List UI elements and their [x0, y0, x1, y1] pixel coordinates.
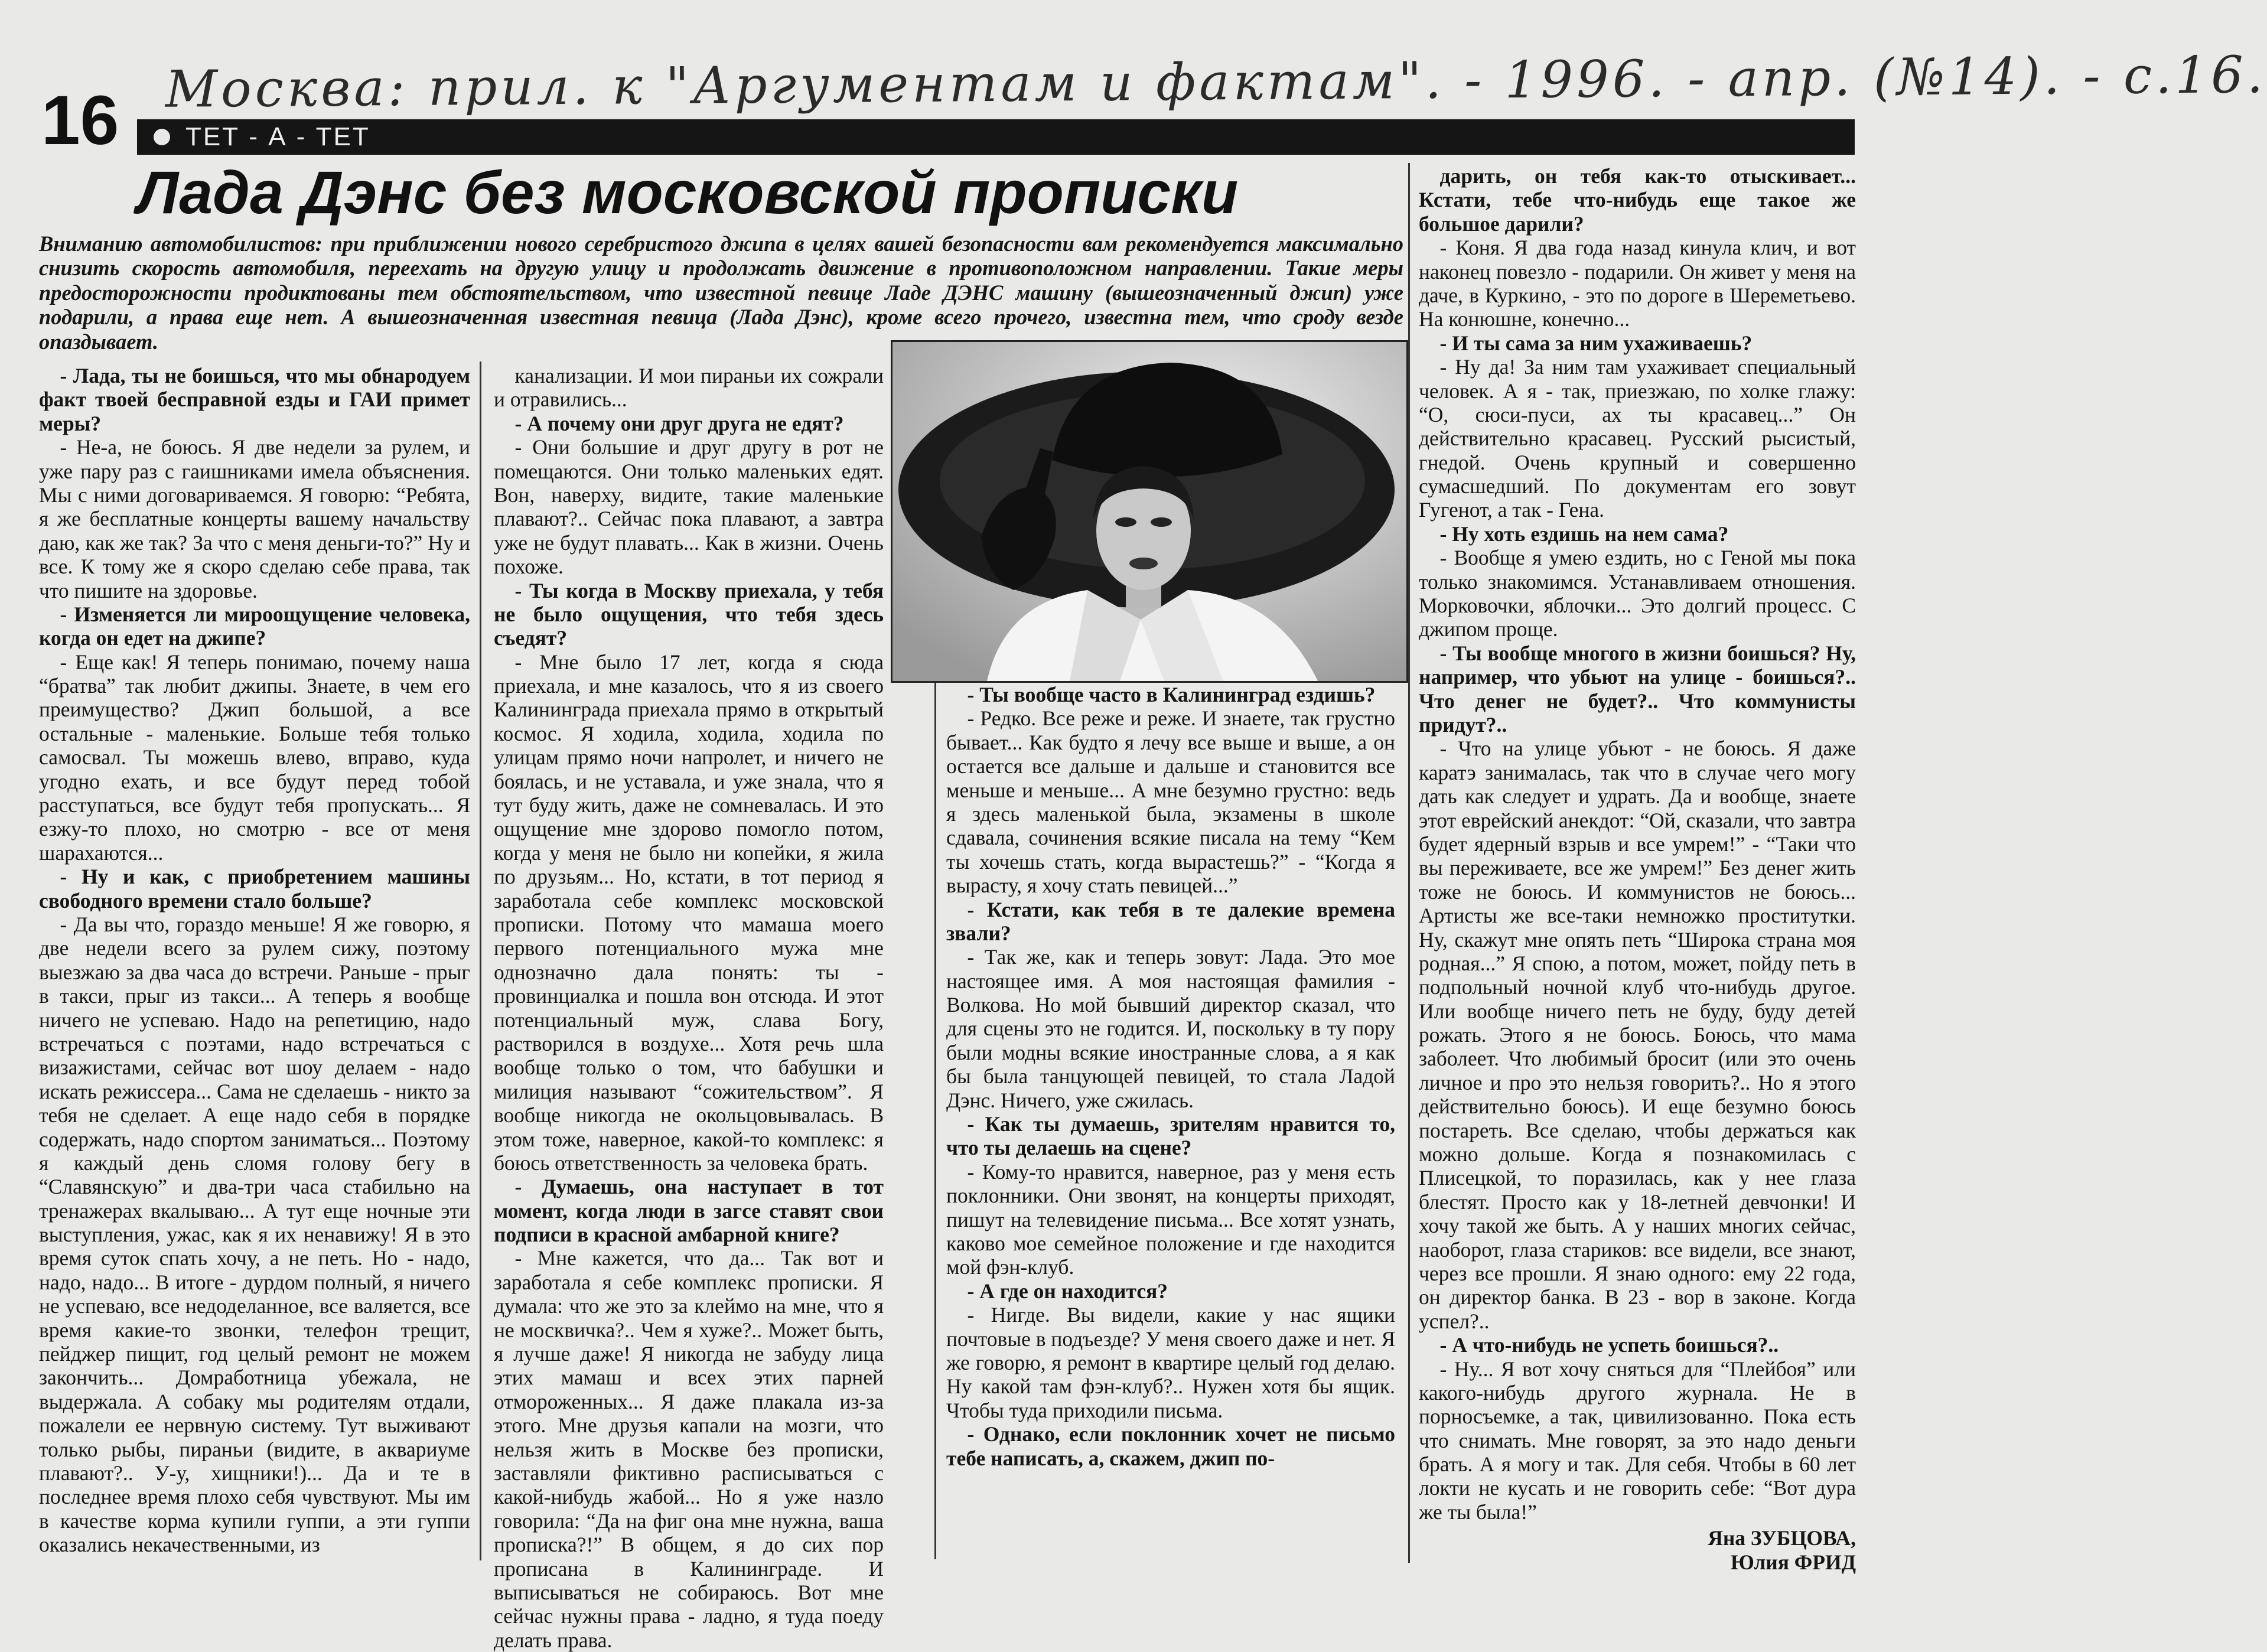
- interview-answer: - Кому-то нравится, наверное, раз у меня есть поклонники. Они звонят, на концерты приходят, пишут на телевидение письма... Все хотят узнать, каково мое семейное положение и где находится мой фэн-клуб.: [946, 1159, 1395, 1279]
- interview-question: - А что-нибудь не успеть боишься?..: [1439, 1333, 1779, 1357]
- author-name: Юлия ФРИД: [1730, 1550, 1856, 1574]
- interview-question: - А почему они друг друга не едят?: [514, 411, 844, 435]
- interview-answer: - Что на улице убьют - не боюсь. Я даже каратэ занималась, так что в случае чего могу дать как следует и удрать. Да и вообще, знаете этот еврейский анекдот: “Ой, сказали, что завтра будет ядерный взрыв и все умрем!” - “Таки что вы переживаете, все же умрем!” Без денег жить тоже не боюсь. И коммунистов не боюсь... Артисты же все-таки немножко проститутки. Ну, скажут мне опять петь “Широка страна моя родная...” Я спою, а потом, может, пойду петь в подпольный ночной клуб что-нибудь другое. Или вообще ничего петь не буду, буду детей рожать. Этого я не боюсь. Боюсь, что мама заболеет. Что любимый бросит (или это очень личное и про это нельзя говорить?.. Но я этого действительно боюсь). И еще безумно боюсь постареть. Все сделаю, чтобы держаться как можно дольше. Когда я познакомилась с Плисецкой, то поразилась, как у нее глаза блестят. Просто как у 18-летней девчонки! И хочу такой же быть. А у наших многих сейчас, наоборот, глаза стариков: все видели, все знают, через все прошли. Я знаю одного: ему 22 года, он директор банка. В 23 - вор в законе. Когда успел?..: [1419, 737, 1856, 1333]
- column-divider: [934, 679, 936, 1559]
- interview-answer: - Коня. Я два года назад кинула клич, и вот наконец повезло - подарили. Он живет у меня на даче, в Куркино, - это по дороге в Шереметьево. На конюшне, конечно...: [1419, 236, 1856, 331]
- article-column-1: [39, 364, 470, 1559]
- singer-photo: [891, 340, 1408, 683]
- interview-answer: - Они большие и друг другу в рот не помещаются. Они только маленьких едят. Вон, наверху, видите, такие маленькие плавают?.. Сейчас пока плавают, а завтра уже не будут плавать... Как в жизни. Очень похоже.: [494, 435, 884, 579]
- rubric-bar: [137, 119, 1855, 155]
- interview-answer: канализации. И мои пираньи их сожрали и отравились...: [494, 364, 884, 412]
- interview-question: - И ты сама за ним ухаживаешь?: [1439, 331, 1753, 355]
- interview-answer: - Нигде. Вы видели, какие у нас ящики почтовые в подъезде? У меня своего даже и нет. Я же говорю, я ремонт в квартире целый год делаю. Ну какой там фэн-клуб?.. Нужен хотя бы ящик. Чтобы туда приходили письма.: [946, 1303, 1395, 1422]
- interview-answer: - Мне было 17 лет, когда я сюда приехала, и мне казалось, что я из своего Калининграда приехала прямо в открытый космос. Я ходила, ходила, ходила по улицам прямо ночи напролет, и ничего не боялась, и не уставала, и уже знала, что я тут буду жить, даже не сомневалась. И это ощущение мне здорово помогло потом, когда у меня не было ни копейки, я жила по друзьям... Но, кстати, в тот период я заработала себе комплекс московской прописки. Потому что мамаша моего первого потенциального мужа мне однозначно дала понять: ты - провинциалка и пошла вон отсюда. И этот потенциальный муж, слава Богу, растворился в воздухе... Хотя речь шла вообще только о том, что бабушки и милиция называют “сожительством”. Я вообще никогда не окольцовывалась. В этом тоже, наверное, какой-то комплекс: я боюсь ответственность за человека брать.: [494, 650, 884, 1175]
- bullet-icon: [154, 129, 170, 145]
- interview-answer: - Ну... Я вот хочу сняться для “Плейбоя” или какого-нибудь другого журнала. Не в порносъемке, а так, цивилизованно. Пока есть что снимать. Мне говорят, за это надо деньги брать. А я могу и так. Для себя. Чтобы в 60 лет локти не кусать и не говорить себе: “Вот дура же ты была!”: [1419, 1357, 1856, 1524]
- interview-answer: - Не-а, не боюсь. Я две недели за рулем, и уже пару раз с гаишниками имела объяснения. Мы с ними договариваемся. Я говорю: “Ребята, я же бесплатные концерты вашему начальству даю, как же так? За что с меня деньги-то?” Ну и все. К тому же я скоро сделаю себе права, так что пишите на здоровье.: [39, 435, 470, 602]
- article-column-2: [494, 364, 884, 1652]
- interview-answer: - Да вы что, гораздо меньше! Я же говорю, я две недели всего за рулем сижу, поэтому выезжаю за два часа до встречи. Раньше - прыг в такси, прыг из такси... А теперь я вообще ничего не успеваю. Надо на репетицию, надо встречаться с поэтами, надо встречаться с визажистами, сейчас вот шоу делаем - надо искать режиссера... Сама не сделаешь - никто за тебя не сделает. А еще надо себя в порядке содержать, надо спортом заниматься... Поэтому я каждый день сломя голову бегу в “Славянскую” и два-три часа стабильно на тренажерах вкалываю... А тут еще ночные эти выступления, ужас, как я их ненавижу! Я в это время суток спать хочу, а не петь. Но - надо, надо, надо... В итоге - дурдом полный, я ничего не успеваю, все недоделанное, все валяется, все время какие-то звонки, телефон трещит, пейджер пищит, год целый ремонт не можем закончить... Домработница убежала, не выдержала. А собаку мы родителям отдали, пожалели ее нервную систему. Тут выживают только рыбы, пираньи (видите, в аквариуме плавают?.. У-у, хищники!)... Да и те в последнее время плохо себя чувствуют. Мы им в качестве корма купили гуппи, а эти гуппи оказались некачественными, из: [39, 912, 470, 1557]
- interview-question: - Как ты думаешь, зрителям нравится то, что ты делаешь на сцене?: [946, 1112, 1395, 1160]
- handwritten-source-note: Москва: прил. к "Аргументам и фактам". - 1996. - апр. (№14). - с.16.: [165, 45, 2267, 119]
- interview-answer: - Редко. Все реже и реже. И знаете, так грустно бывает... Как будто я лечу все выше и выше, а он остается все дальше и дальше и становится все меньше и меньше... А мне безумно грустно: ведь я здесь маленькой была, экзамены в школе сдавала, сочинения всякие писала на тему “Кем ты хочешь стать, когда вырастешь?” - “Когда я вырасту, я хочу стать певицей...”: [946, 706, 1395, 898]
- interview-question: - Думаешь, она наступает в тот момент, когда люди в загсе ставят свои подписи в красной амбарной книге?: [494, 1175, 884, 1247]
- interview-question: - Лада, ты не боишься, что мы обнародуем факт твоей бесправной езды и ГАИ примет меры?: [39, 364, 470, 435]
- interview-answer: - Еще как! Я теперь понимаю, почему наша “братва” так любит джипы. Знаете, в чем его преимущество? Джип большой, а все остальные - маленькие. Больше тебя только самосвал. Ты можешь влево, вправо, куда угодно ехать, и все будут перед тобой расступаться, все будут тебя пропускать... Я езжу-то плохо, но смотрю - все от меня шарахаются...: [39, 650, 470, 865]
- article-lead: Вниманию автомобилистов: при приближении нового серебристого джипа в целях вашей безопасности вам рекомендуется максимально снизить скорость автомобиля, переехать на другую улицу и продолжать движение в противоположном направлении. Такие меры предосторожности продиктованы тем обстоятельством, что известной певице Ладе ДЭНС машину (вышеозначенный джип) уже подарили, а права еще нет. А вышеозначенная известная певица (Лада Дэнс), кроме всего прочего, известна тем, что сроду везде опаздывает.: [39, 232, 1403, 354]
- interview-question: - А где он находится?: [967, 1279, 1168, 1303]
- article-column-3: [946, 683, 1395, 1559]
- article-headline: Лада Дэнс без московской прописки: [137, 159, 1239, 226]
- interview-question: - Ты когда в Москву приехала, у тебя не было ощущения, что тебя здесь съедят?: [494, 578, 884, 650]
- interview-answer: - Мне кажется, что да... Так вот и заработала я себе комплекс прописки. Я думала: что же это за клеймо на мне, что я не москвичка?.. Чем я хуже?.. Может быть, я лучше даже! Я никогда не забуду лица этих мамаш и всех этих парней отмороженных... Я даже плакала из-за этого. Мне друзья капали на мозги, что нельзя жить в Москве без прописки, заставляли фиктивно расписываться с какой-нибудь жабой... Но я уже назло говорила: “Да на фиг она мне нужна, ваша прописка?!” В общем, я до сих пор прописана в Калининграде. И выписываться не собираюсь. Вот мне сейчас нужны права - ладно, я туда поеду делать права.: [494, 1246, 884, 1652]
- page-number: 16: [41, 82, 119, 159]
- article-column-4: [1419, 164, 1856, 1574]
- interview-answer: - Так же, как и теперь зовут: Лада. Это мое настоящее имя. А моя настоящая фамилия - Волкова. Но мой бывший директор сказал, что для сцены это не годится. И, поскольку в ту пору были модны всякие иностранные слова, а я как бы была танцующей певицей, то стала Ладой Дэнс. Ничего, уже сжилась.: [946, 945, 1395, 1112]
- interview-question: - Ну и как, с приобретением машины свободного времени стало больше?: [39, 865, 470, 913]
- interview-question: - Однако, если поклонник хочет не письмо тебе написать, а, скажем, джип по-: [946, 1422, 1395, 1470]
- column-divider: [480, 361, 481, 1560]
- interview-question: - Ты вообще часто в Калининград ездишь?: [967, 683, 1376, 706]
- column-divider: [1408, 163, 1410, 1563]
- interview-question: - Изменяется ли мироощущение человека, когда он едет на джипе?: [39, 602, 470, 650]
- interview-question: - Кстати, как тебя в те далекие времена звали?: [946, 897, 1395, 945]
- interview-answer: - Ну да! За ним там ухаживает специальный человек. А я - так, приезжаю, по холке глажу: “О, сюси-пуси, ах ты красавец...” Он действительно красавец. Русский рысистый, гнедой. Очень крупный и совершенно сумасшедший. По документам его зовут Гугенот, а так - Гена.: [1419, 355, 1856, 522]
- author-name: Яна ЗУБЦОВА,: [1708, 1526, 1856, 1550]
- interview-question: - Ты вообще многого в жизни боишься? Ну, например, что убьют на улице - боишься?.. Что денег не будет?.. Что коммунисты придут?..: [1419, 641, 1856, 737]
- portrait-illustration: [893, 342, 1406, 681]
- interview-answer: - Вообще я умею ездить, но с Геной мы пока только знакомимся. Устанавливаем отношения. Морковочки, яблочки... Это долгий процесс. С джипом проще.: [1419, 546, 1856, 641]
- interview-question: дарить, он тебя как-то отыскивает... Кстати, тебе что-нибудь еще такое же большое дарили?: [1419, 164, 1856, 236]
- author-byline: [1419, 1526, 1856, 1574]
- interview-question: - Ну хоть ездишь на нем сама?: [1439, 522, 1729, 546]
- rubric-label: ТЕТ - А - ТЕТ: [185, 122, 370, 151]
